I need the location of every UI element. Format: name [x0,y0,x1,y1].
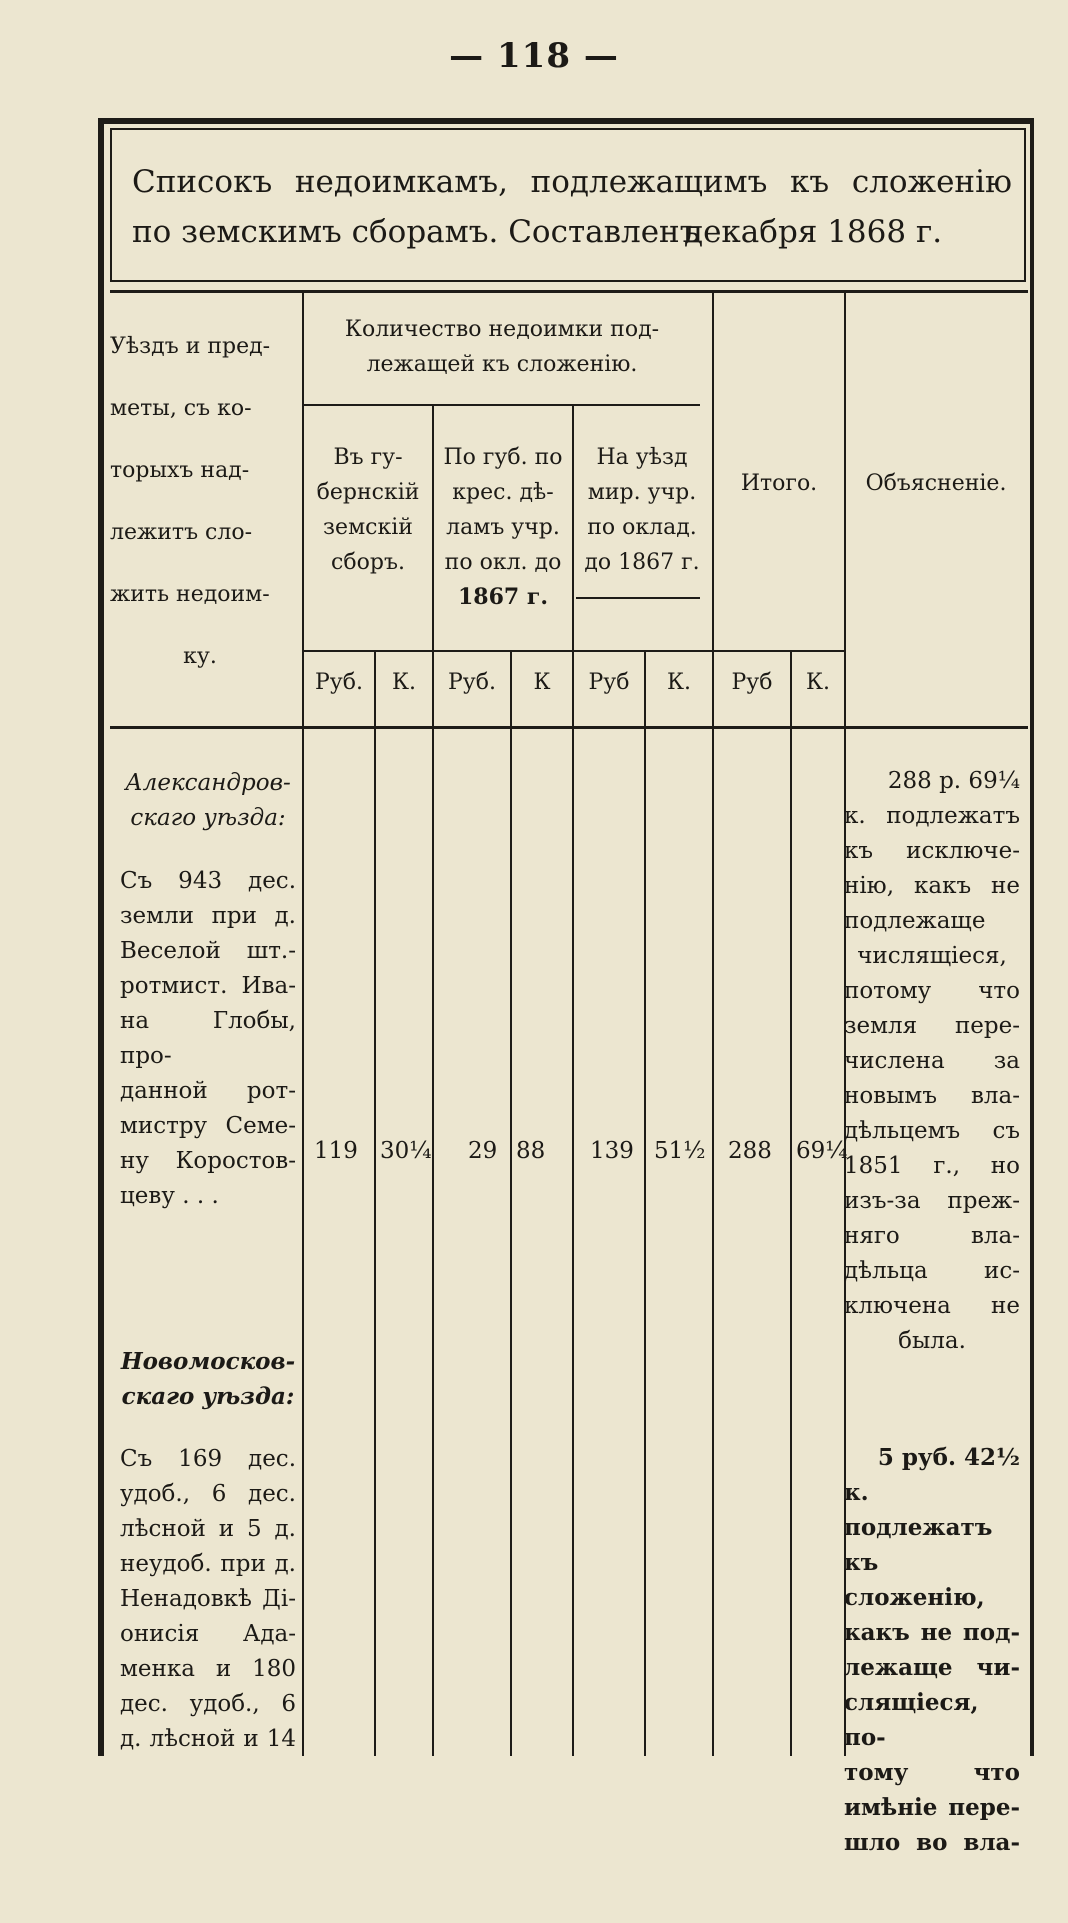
header-col-gub-line: сборъ. [331,550,405,575]
header-col-kres-line: 1867 г. [457,584,549,610]
row2-explanation-line: лежаще чи- [844,1654,1020,1681]
row2-subject-line: неудоб. при д. [120,1551,296,1577]
header-group-line: лежащей къ сложенію. [366,352,638,377]
row2-explanation-line: какъ не под- [844,1619,1020,1646]
unit-itogo-rub: Руб [731,670,773,695]
col-rule-3 [572,404,574,1756]
row1-explanation-line: земля пере- [844,1013,1020,1039]
header-col-expl: Объясненіе. [865,471,1007,496]
row1-explanation-line: къ исключе- [844,838,1020,864]
row1-explanation-line: потому что [844,978,1020,1004]
row2-subject-line: онисія Ада- [120,1621,296,1647]
row1-subject-line: земли при д. [120,903,296,929]
row2-subject-line: Съ 169 дес. [120,1446,296,1472]
row1-explanation-line: дѣльца ис- [844,1258,1020,1284]
row1-subject-line: данной рот- [120,1078,296,1104]
small-rule [576,597,700,599]
row1-explanation-line: числена за [844,1048,1020,1074]
row2-subject-line: д. лѣсной и 14 [120,1726,296,1752]
unit-gub-rub: Руб. [315,670,363,695]
row1-explanation-line: 1851 г., но [844,1153,1020,1179]
row2-explanation [844,1440,1020,1860]
row1-explanation-line: няго вла- [844,1223,1020,1249]
row2-explanation-line: имѣніе пере- [844,1794,1020,1821]
row2-explanation-line: тому что [844,1759,1020,1786]
unit-mir-rub: Руб [588,670,630,695]
header-group-line: Количество недоимки под- [344,317,660,342]
row2-explanation-line: к. подлежатъ [844,1479,993,1541]
row2-subject-line: удоб., 6 дес. [120,1481,296,1507]
header-col-uezd-line: торыхъ над- [110,458,250,483]
row2-subject-line: лѣсной и 5 д. [120,1516,296,1542]
row1-itogo-kop: 69¼ [796,1138,848,1164]
row1-subject-line: Съ 943 дес. [120,868,296,894]
kop-rule-4 [790,652,792,1756]
row1-explanation-line: ключена не [844,1293,1020,1319]
row1-explanation-line: новымъ вла- [844,1083,1020,1109]
header-col-uezd-line: жить недоим- [110,582,270,607]
row1-gub-kop: 30¼ [380,1138,432,1164]
row2-subject-line: менка и 180 [120,1656,296,1682]
header-group [304,312,700,382]
unit-kres-kop: К [533,670,551,695]
row1-subject-line: ротмист. Ива- [120,973,296,999]
title-date: декабря 1868 г. [684,214,943,250]
header-col-uezd [110,316,290,688]
title-line-2-left: по земскимъ сборамъ. Составленъ [132,214,700,250]
row2-explanation-line: къ сложенію, [844,1549,985,1611]
header-col-uezd-line: меты, съ ко- [110,396,252,421]
row2-district [120,1344,296,1414]
header-col-uezd-line: Уѣздъ и пред- [110,334,271,359]
row1-explanation-line: подлежаще [844,908,986,934]
header-col-uezd-mir-line: до 1867 г. [584,550,700,575]
row1-explanation-line: дѣльцемъ съ [844,1118,1020,1144]
header-col-uezd-mir [574,440,710,580]
page-number: — 118 — [449,36,619,76]
unit-itogo-kop: К. [805,670,831,695]
row2-subject-line: Ненадовкѣ Ді- [120,1586,296,1612]
unit-mir-kop: К. [666,670,692,695]
row2-district-line: скаго уѣзда: [121,1383,295,1410]
unit-gub-kop: К. [391,670,417,695]
row1-kres-kop: 88 [516,1138,546,1164]
row1-district-line: Александров- [125,770,291,796]
header-col-kres-line: по окл. до [444,550,562,575]
row2-explanation-line: шло во вла- [844,1829,1020,1856]
row2-explanation-line: слящіеся, по- [844,1689,979,1751]
row1-explanation-line: к. подлежатъ [844,803,1020,829]
row2-district-line: Новомосков- [120,1348,296,1375]
header-col-gub-line: Въ гу- [333,445,403,470]
row1-explanation-line: изъ-за преж- [844,1188,1020,1214]
unit-kres-rub: Руб. [448,670,496,695]
row1-explanation [844,764,1020,1359]
header-col-gub-line: земскій [323,515,413,540]
title-line-1: Списокъ недоимкамъ, подлежащимъ къ сложенію [132,164,1012,200]
header-col-uezd-mir-line: На уѣзд [596,445,688,470]
row1-explanation-line: нію, какъ не [844,873,1020,899]
row1-district [120,766,296,836]
row1-mir-rub: 139 [590,1138,634,1164]
title-line-2 [132,214,1012,250]
header-col-uezd-mir-line: по оклад. [587,515,697,540]
col-rule-4 [712,290,714,1756]
kop-rule-2 [510,652,512,1756]
group-rule [302,404,700,406]
row2-explanation-line: 5 руб. 42½ [877,1444,1020,1471]
header-top-rule [110,290,1028,293]
row1-kres-rub: 29 [468,1138,498,1164]
header-col-kres-line: ламъ учр. [446,515,560,540]
header-col-uezd-mir-line: мир. учр. [587,480,697,505]
header-col-gub-line: бернскій [316,480,420,505]
header-col-uezd-line: лежитъ сло- [110,520,253,545]
row1-subject [120,864,296,1214]
row1-subject-line: Веселой шт.- [120,938,296,964]
header-col-uezd-line: ку. [183,644,217,669]
row1-explanation-line: была. [898,1328,966,1354]
row1-subject-line: на Глобы, про- [120,1008,296,1069]
header-col-itogo: Итого. [740,471,818,496]
header-col-kres-line: По губ. по [443,445,563,470]
kop-rule-1 [374,652,376,1756]
row1-subject-line: цеву . . . [120,1183,219,1209]
row2-subject [120,1442,296,1757]
row1-subject-line: мистру Семе- [120,1113,296,1139]
kop-rule-3 [644,652,646,1756]
header-col-kres-line: крес. дѣ- [452,480,554,505]
row2-subject-line: дес. удоб., 6 [120,1691,296,1717]
body-top-rule [110,726,1028,729]
row1-gub-rub: 119 [314,1138,358,1164]
row1-explanation-line: числящіеся, [857,943,1007,969]
row1-mir-kop: 51½ [654,1138,706,1164]
row1-itogo-rub: 288 [728,1138,772,1164]
header-col-gub [304,440,432,580]
table-title-box [110,128,1026,282]
row1-district-line: скаго уѣзда: [130,805,286,831]
row1-explanation-line: 288 р. 69¼ [887,768,1020,794]
header-col-kres [434,440,572,615]
row1-subject-line: ну Коростов- [120,1148,296,1174]
